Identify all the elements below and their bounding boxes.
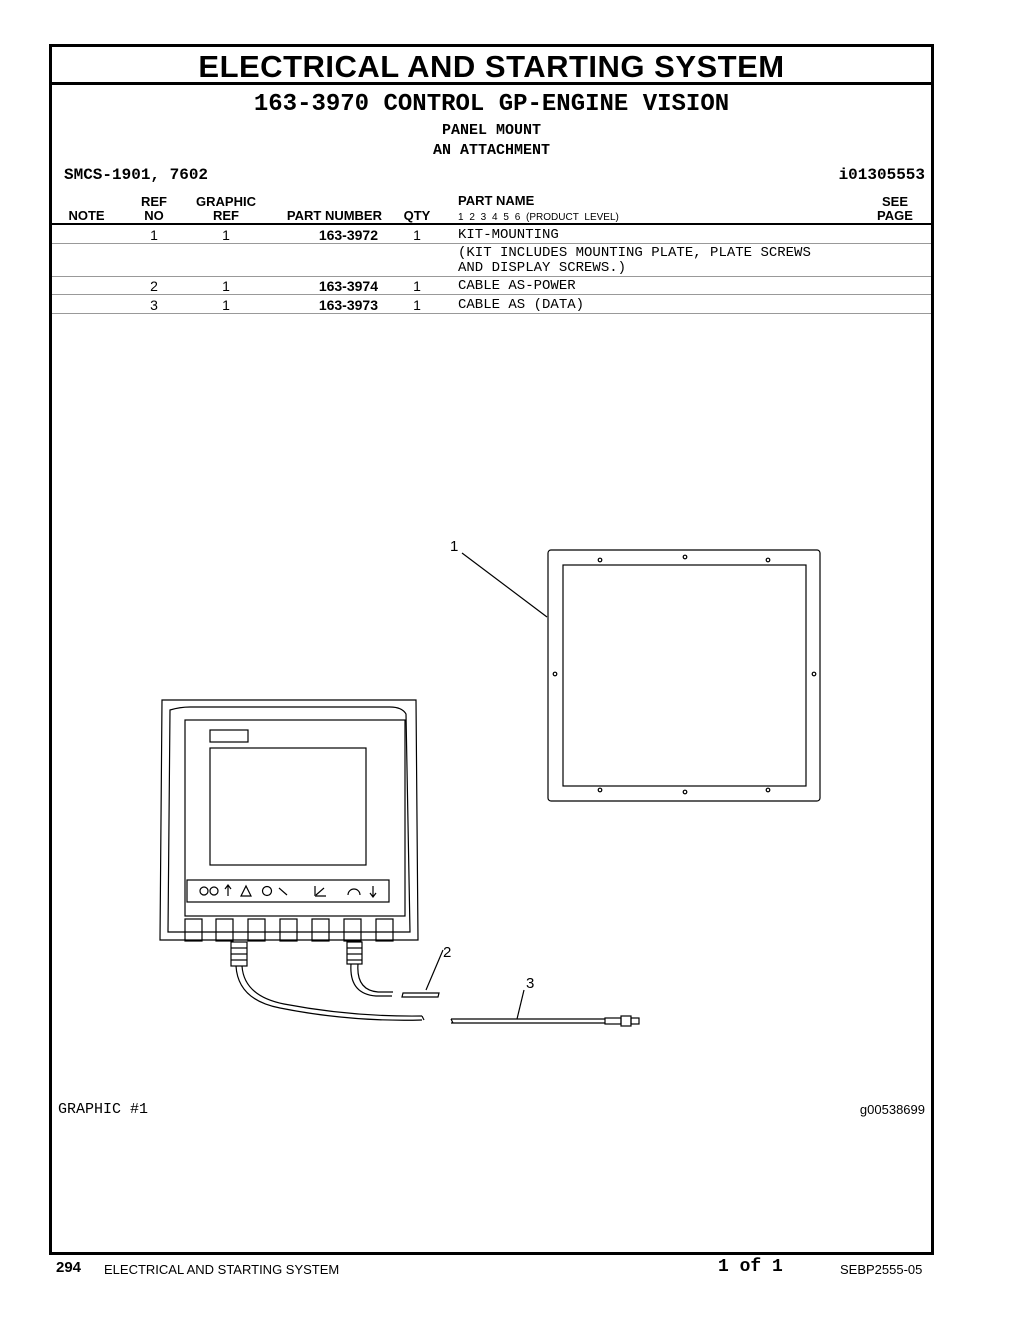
mounting-plate bbox=[548, 550, 820, 801]
graphic-id: g00538699 bbox=[859, 1102, 925, 1117]
row3-graphic-ref: 1 bbox=[222, 297, 230, 313]
row2-graphic-ref: 1 bbox=[222, 278, 230, 294]
col-graphic-ref-top: GRAPHIC bbox=[196, 194, 256, 209]
exploded-view-illustration bbox=[140, 530, 840, 1040]
callout-3-leader bbox=[517, 990, 524, 1019]
row-divider bbox=[52, 313, 931, 314]
data-cable-installed bbox=[347, 942, 393, 996]
header-rule bbox=[52, 223, 931, 225]
row1-note-line1: (KIT INCLUDES MOUNTING PLATE, PLATE SCREWS bbox=[458, 245, 811, 261]
cable-segment-2 bbox=[402, 950, 443, 997]
callout-3: 3 bbox=[526, 975, 535, 992]
row-divider bbox=[52, 243, 931, 244]
smcs-code: SMCS-1901, 7602 bbox=[64, 166, 209, 184]
col-qty: QTY bbox=[403, 208, 431, 223]
col-note: NOTE bbox=[68, 208, 105, 223]
footer-page-of: 1 of 1 bbox=[718, 1257, 783, 1277]
callout-2-leader bbox=[426, 950, 443, 990]
row1-part-number: 163-3972 bbox=[318, 227, 378, 243]
col-see-page-bottom: PAGE bbox=[877, 208, 913, 223]
footer-page-number: 294 bbox=[56, 1259, 82, 1276]
group-title: 163-3970 CONTROL GP-ENGINE VISION bbox=[253, 91, 730, 118]
col-graphic-ref-bottom: REF bbox=[213, 208, 239, 223]
row2-part-number: 163-3974 bbox=[318, 278, 378, 294]
footer-section: ELECTRICAL AND STARTING SYSTEM bbox=[104, 1262, 340, 1277]
col-product-level: 1 2 3 4 5 6 (PRODUCT LEVEL) bbox=[458, 212, 619, 223]
row3-ref-no: 3 bbox=[150, 297, 158, 313]
col-part-name: PART NAME bbox=[458, 193, 535, 208]
row3-qty: 1 bbox=[413, 297, 421, 313]
col-ref-no-bottom: NO bbox=[144, 208, 164, 223]
col-see-page-top: SEE bbox=[881, 194, 908, 209]
subtitle-attachment: AN ATTACHMENT bbox=[432, 142, 551, 159]
row1-qty: 1 bbox=[413, 227, 421, 243]
row3-part-name: CABLE AS (DATA) bbox=[458, 297, 585, 313]
row-divider bbox=[52, 276, 931, 277]
graphic-label: GRAPHIC #1 bbox=[58, 1101, 149, 1118]
row2-ref-no: 2 bbox=[150, 278, 158, 294]
cable-segment-3 bbox=[451, 990, 639, 1026]
row1-graphic-ref: 1 bbox=[222, 227, 230, 243]
col-part-number: PART NUMBER bbox=[286, 208, 382, 223]
callout-1: 1 bbox=[450, 538, 459, 555]
section-title: ELECTRICAL AND STARTING SYSTEM bbox=[198, 49, 785, 84]
col-ref-no-top: REF bbox=[141, 194, 167, 209]
row1-part-name: KIT-MOUNTING bbox=[458, 227, 559, 243]
power-cable-installed bbox=[231, 942, 424, 1020]
row1-note-line2: AND DISPLAY SCREWS.) bbox=[458, 260, 627, 276]
row-divider bbox=[52, 294, 931, 295]
vision-display-unit bbox=[160, 700, 418, 941]
row2-part-name: CABLE AS-POWER bbox=[458, 278, 576, 294]
row1-ref-no: 1 bbox=[150, 227, 158, 243]
footer-doc-id: SEBP2555-05 bbox=[840, 1262, 923, 1277]
callout-2: 2 bbox=[443, 944, 452, 961]
section-title-bar bbox=[52, 47, 931, 85]
subtitle-panel-mount: PANEL MOUNT bbox=[441, 122, 542, 139]
row3-part-number: 163-3973 bbox=[318, 297, 378, 313]
callout-1-leader bbox=[462, 553, 547, 617]
reference-id: i01305553 bbox=[838, 166, 925, 184]
row2-qty: 1 bbox=[413, 278, 421, 294]
